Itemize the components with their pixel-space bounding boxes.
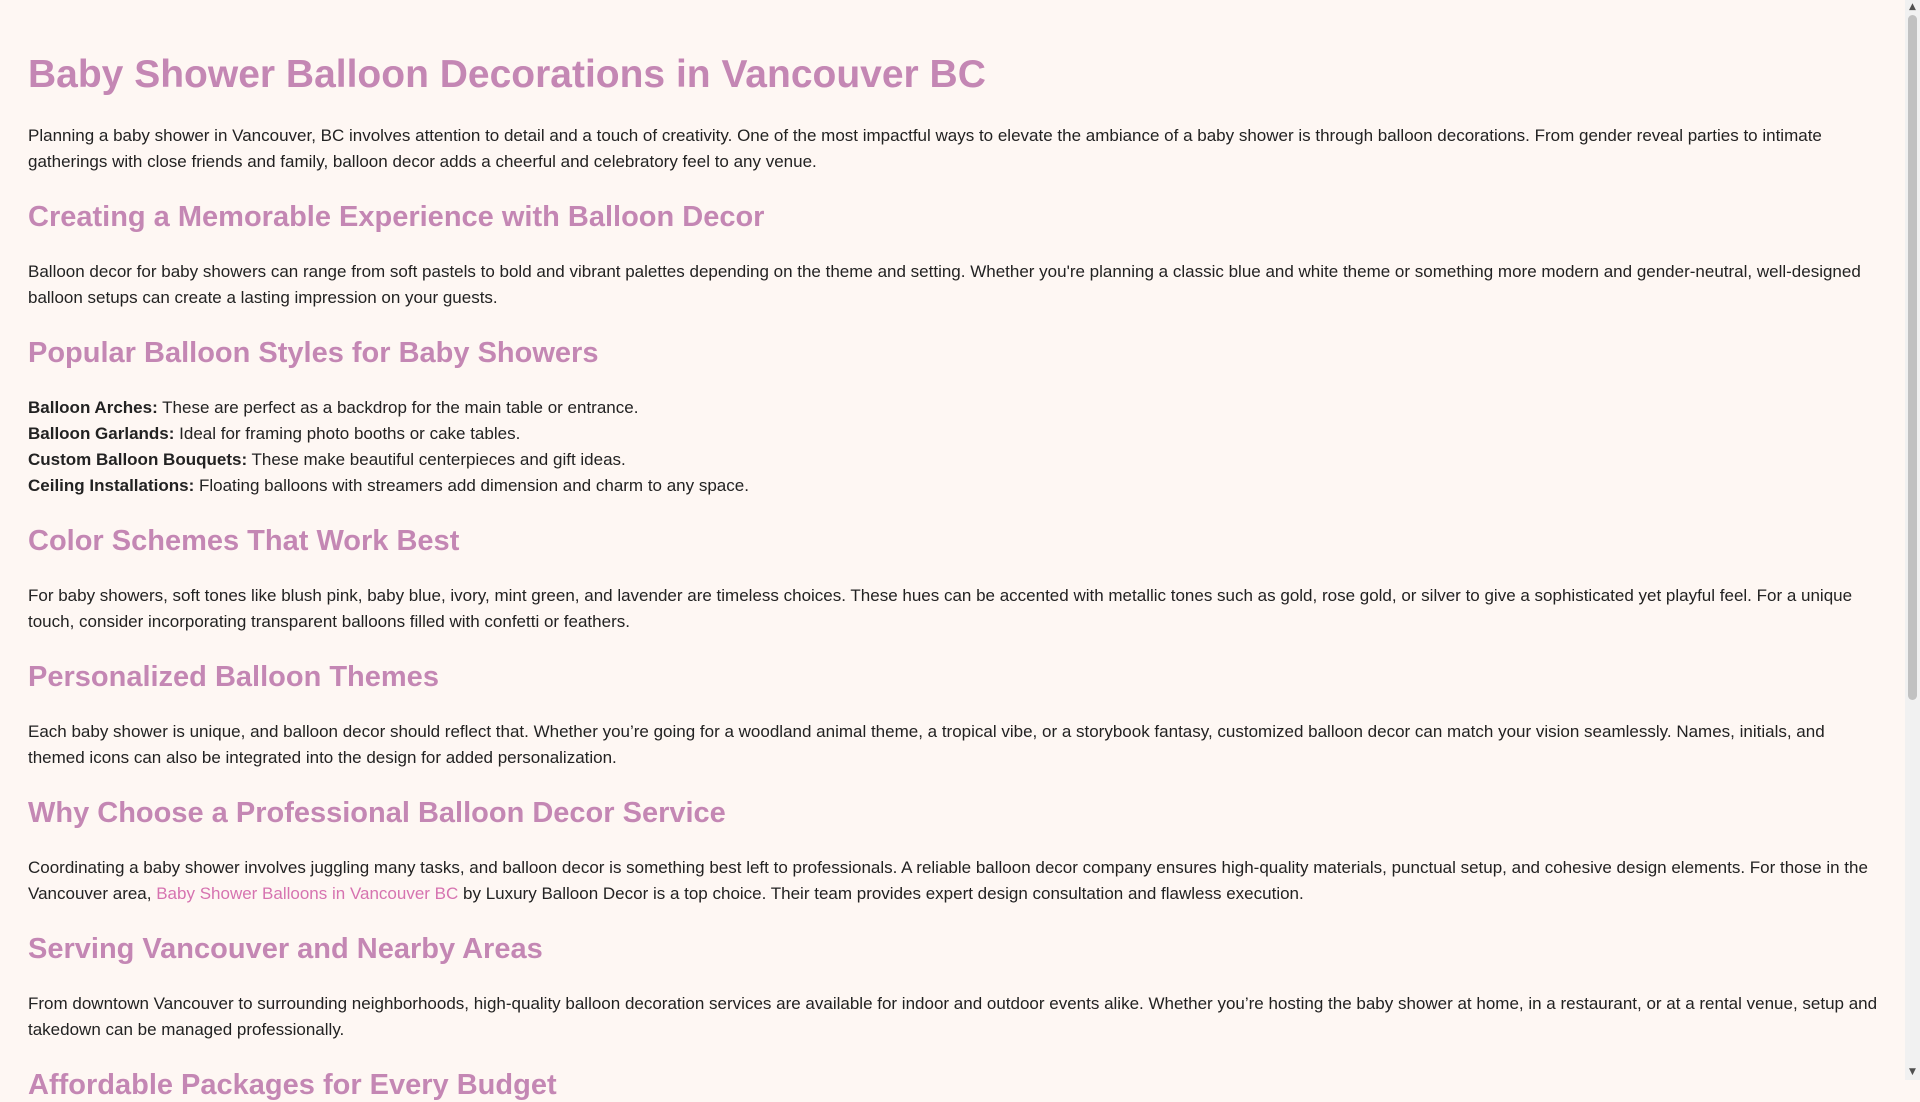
- style-item-text: Floating balloons with streamers add dimension and charm to any space.: [194, 476, 749, 495]
- professional-text-before: Coordinating a baby shower involves juggling many tasks, and balloon decor is something best left to professionals. A reliable balloon decor company ensures high-quality materials, punctual setup, and cohesive design elements. For those in the Vancouver area,: [28, 858, 1868, 903]
- scrollbar-thumb[interactable]: [1908, 15, 1917, 700]
- professional-text-after: by Luxury Balloon Decor is a top choice. Their team provides expert design consultation and flawless execution.: [458, 884, 1304, 903]
- memorable-paragraph: Balloon decor for baby showers can range from soft pastels to bold and vibrant palettes depending on the theme and setting. Whether you're planning a classic blue and white theme or something more modern and gender-neutral, well-designed balloon setups can create a lasting impression on your guests.: [28, 262, 1861, 307]
- style-item-label: Ceiling Installations:: [28, 476, 195, 495]
- serving-paragraph: From downtown Vancouver to surrounding neighborhoods, high-quality balloon decoration services are available for indoor and outdoor events alike. Whether you’re hosting the baby shower at home, in a restaurant, or at a rental venue, setup and takedown can be managed professionally.: [28, 994, 1878, 1039]
- style-item-text: These are perfect as a backdrop for the main table or entrance.: [157, 398, 639, 417]
- heading-professional-service: Why Choose a Professional Balloon Decor Service: [28, 797, 726, 829]
- professional-paragraph: [28, 855, 1880, 907]
- color-schemes-paragraph: For baby showers, soft tones like blush pink, baby blue, ivory, mint green, and lavender are timeless choices. These hues can be accented with metallic tones such as gold, rose gold, or silver to give a sophisticated yet playful feel. For a unique touch, consider incorporating transparent balloons filled with confetti or feathers.: [28, 586, 1853, 631]
- heading-popular-styles: Popular Balloon Styles for Baby Showers: [28, 337, 599, 369]
- style-item: [28, 473, 1880, 499]
- heading-affordable-packages: Affordable Packages for Every Budget: [28, 1069, 557, 1101]
- style-item: [28, 447, 1880, 473]
- heading-memorable-experience: Creating a Memorable Experience with Balloon Decor: [28, 201, 765, 233]
- style-item-label: Custom Balloon Bouquets:: [28, 450, 248, 469]
- style-item-text: Ideal for framing photo booths or cake tables.: [174, 424, 521, 443]
- themes-paragraph: Each baby shower is unique, and balloon decor should reflect that. Whether you’re going for a woodland animal theme, a tropical vibe, or a storybook fantasy, customized balloon decor can match your vision seamlessly. Names, initials, and themed icons can also be integrated into the design for added personalization.: [28, 722, 1825, 767]
- balloon-styles-list: [28, 395, 1880, 499]
- scroll-up-arrow-icon[interactable]: ▲: [1909, 2, 1916, 12]
- heading-serving-vancouver: Serving Vancouver and Nearby Areas: [28, 933, 543, 965]
- page-title: Baby Shower Balloon Decorations in Vancouver BC: [28, 53, 986, 96]
- style-item: [28, 395, 1880, 421]
- style-item-label: Balloon Arches:: [28, 398, 158, 417]
- vertical-scrollbar[interactable]: [1905, 0, 1920, 1080]
- heading-personalized-themes: Personalized Balloon Themes: [28, 661, 439, 693]
- style-item: [28, 421, 1880, 447]
- intro-paragraph: Planning a baby shower in Vancouver, BC involves attention to detail and a touch of creativity. One of the most impactful ways to elevate the ambiance of a baby shower is through balloon decorations. From gender reveal parties to intimate gatherings with close friends and family, balloon decor adds a cheerful and celebratory feel to any venue.: [28, 126, 1822, 171]
- article: [28, 0, 1880, 1102]
- scroll-down-arrow-icon[interactable]: ▼: [1909, 1067, 1916, 1077]
- style-item-text: These make beautiful centerpieces and gift ideas.: [247, 450, 626, 469]
- baby-shower-balloons-link[interactable]: Baby Shower Balloons in Vancouver BC: [156, 884, 459, 903]
- style-item-label: Balloon Garlands:: [28, 424, 175, 443]
- heading-color-schemes: Color Schemes That Work Best: [28, 525, 460, 557]
